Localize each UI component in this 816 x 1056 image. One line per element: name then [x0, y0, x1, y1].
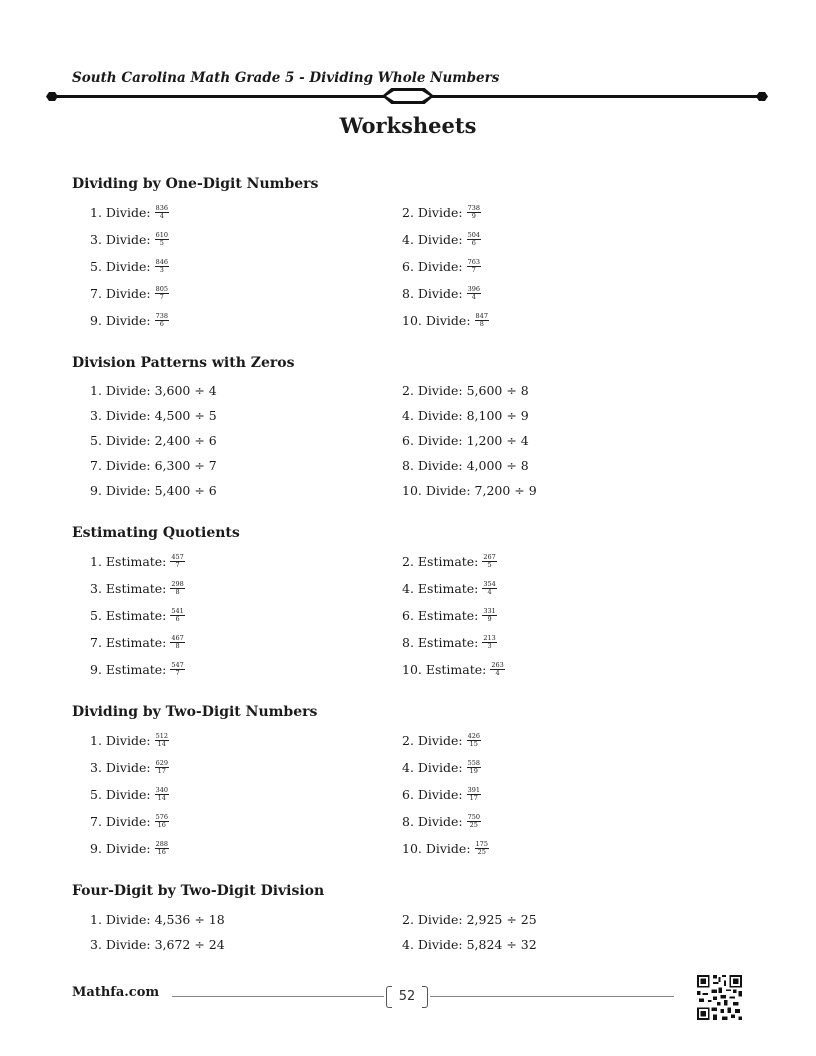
fraction: [155, 841, 169, 856]
fraction-numerator: 738: [467, 204, 481, 212]
problem-label: 7. Divide:: [90, 814, 151, 829]
fraction-denominator: 6: [471, 239, 476, 247]
section-3: [72, 523, 752, 677]
problem-label: 1. Divide: 4,536 ÷ 18: [90, 912, 225, 927]
fraction-numerator: 512: [155, 732, 169, 740]
problem-label: 10. Divide:: [402, 313, 471, 328]
fraction-numerator: 805: [155, 285, 169, 293]
problem-item: [402, 232, 481, 247]
section-2: [72, 353, 752, 498]
fraction-denominator: 19: [469, 767, 478, 775]
fraction-numerator: 263: [491, 661, 504, 669]
problem-label: 10. Divide:: [402, 841, 471, 856]
fraction: [155, 286, 169, 301]
section-1: [72, 174, 752, 328]
problem-item: [402, 814, 481, 829]
fraction-denominator: 9: [471, 212, 476, 220]
problem-item: [402, 841, 489, 856]
problem-item: [402, 760, 481, 775]
fraction-numerator: 298: [171, 580, 184, 588]
problem-item: [90, 912, 225, 927]
fraction-numerator: 836: [155, 204, 169, 212]
fraction-numerator: 847: [475, 312, 488, 320]
problem-label: 6. Divide:: [402, 259, 463, 274]
problem-item: [402, 383, 529, 398]
fraction-numerator: 213: [483, 634, 496, 642]
fraction: [482, 635, 496, 650]
fraction: [467, 787, 481, 802]
problem-item: [402, 483, 537, 498]
fraction-numerator: 547: [171, 661, 184, 669]
problem-item: [402, 608, 497, 623]
fraction: [170, 554, 184, 569]
problem-item: [90, 760, 169, 775]
problem-item: [402, 458, 529, 473]
problem-item: [402, 259, 481, 274]
problem-label: 2. Estimate:: [402, 554, 479, 569]
footer-rule-right: [430, 996, 674, 997]
problem-item: [90, 483, 217, 498]
problem-item: [402, 912, 537, 927]
problem-label: 3. Divide:: [90, 232, 151, 247]
problem-label: 3. Estimate:: [90, 581, 167, 596]
fraction: [170, 608, 184, 623]
problem-item: [402, 313, 489, 328]
fraction-numerator: 331: [483, 607, 496, 615]
footer-rule-left: [172, 996, 384, 997]
problem-item: [90, 787, 169, 802]
fraction-numerator: 391: [467, 786, 481, 794]
problem-label: 9. Divide:: [90, 841, 151, 856]
fraction: [490, 662, 504, 677]
problem-item: [90, 458, 217, 473]
fraction-denominator: 7: [175, 561, 180, 569]
fraction-denominator: 16: [157, 848, 166, 856]
fraction: [467, 232, 481, 247]
fraction-denominator: 6: [175, 615, 180, 623]
problem-item: [402, 733, 481, 748]
problem-item: [402, 286, 481, 301]
problem-label: 9. Estimate:: [90, 662, 167, 677]
problem-label: 1. Divide:: [90, 205, 151, 220]
problem-item: [90, 554, 185, 569]
fraction-denominator: 25: [477, 848, 486, 856]
problem-item: [90, 635, 185, 650]
section-title: Division Patterns with Zeros: [72, 355, 295, 371]
section-5: [72, 881, 752, 952]
fraction-denominator: 17: [157, 767, 166, 775]
problem-label: 3. Divide: 3,672 ÷ 24: [90, 937, 225, 952]
problem-label: 4. Divide: 5,824 ÷ 32: [402, 937, 537, 952]
fraction-numerator: 340: [155, 786, 169, 794]
fraction-denominator: 4: [495, 669, 500, 677]
fraction-numerator: 354: [483, 580, 496, 588]
fraction-denominator: 4: [159, 212, 164, 220]
rule-end-left: [46, 92, 58, 101]
problem-item: [90, 581, 185, 596]
fraction: [155, 259, 169, 274]
problem-item: [90, 232, 169, 247]
problem-label: 2. Divide:: [402, 733, 463, 748]
fraction: [170, 635, 184, 650]
fraction: [467, 205, 481, 220]
problem-label: 8. Divide:: [402, 286, 463, 301]
problem-item: [90, 433, 217, 448]
problem-label: 9. Divide:: [90, 313, 151, 328]
problem-item: [90, 841, 169, 856]
fraction-denominator: 14: [157, 740, 166, 748]
problem-label: 10. Divide: 7,200 ÷ 9: [402, 483, 537, 498]
problem-label: 5. Divide: 2,400 ÷ 6: [90, 433, 217, 448]
fraction: [170, 662, 184, 677]
fraction: [475, 313, 489, 328]
fraction-denominator: 6: [159, 320, 164, 328]
page-number: 52: [386, 986, 428, 1008]
fraction: [482, 581, 496, 596]
problem-label: 5. Divide:: [90, 259, 151, 274]
problem-label: 4. Estimate:: [402, 581, 479, 596]
section-title: Dividing by One-Digit Numbers: [72, 176, 319, 192]
page-title: Worksheets: [339, 113, 477, 138]
fraction-numerator: 396: [467, 285, 481, 293]
rule-center-ornament-inner: [386, 91, 430, 101]
fraction-numerator: 610: [155, 231, 169, 239]
fraction: [155, 733, 169, 748]
fraction-denominator: 8: [175, 588, 180, 596]
fraction-denominator: 5: [159, 239, 164, 247]
problem-label: 8. Divide: 4,000 ÷ 8: [402, 458, 529, 473]
fraction-numerator: 763: [467, 258, 481, 266]
qr-code-icon: [697, 975, 742, 1020]
fraction-denominator: 17: [469, 794, 478, 802]
problem-label: 1. Estimate:: [90, 554, 167, 569]
fraction: [482, 608, 496, 623]
fraction-numerator: 267: [483, 553, 496, 561]
fraction: [467, 814, 481, 829]
problem-label: 9. Divide: 5,400 ÷ 6: [90, 483, 217, 498]
fraction-numerator: 175: [475, 840, 488, 848]
fraction-numerator: 738: [155, 312, 169, 320]
problem-label: 10. Estimate:: [402, 662, 487, 677]
problem-label: 5. Estimate:: [90, 608, 167, 623]
fraction-numerator: 629: [155, 759, 169, 767]
fraction: [155, 232, 169, 247]
fraction-denominator: 7: [175, 669, 180, 677]
problem-item: [402, 937, 537, 952]
fraction-denominator: 16: [157, 821, 166, 829]
fraction: [467, 286, 481, 301]
problem-item: [90, 286, 169, 301]
section-title: Dividing by Two-Digit Numbers: [72, 704, 318, 720]
problem-item: [402, 554, 497, 569]
problem-label: 4. Divide:: [402, 232, 463, 247]
problem-item: [402, 635, 497, 650]
fraction-numerator: 846: [155, 258, 169, 266]
problem-label: 2. Divide: 2,925 ÷ 25: [402, 912, 537, 927]
problem-label: 6. Divide: 1,200 ÷ 4: [402, 433, 529, 448]
problem-item: [90, 608, 185, 623]
problem-label: 6. Estimate:: [402, 608, 479, 623]
fraction-denominator: 3: [487, 642, 492, 650]
fraction: [170, 581, 184, 596]
fraction: [155, 787, 169, 802]
problem-item: [90, 205, 169, 220]
problem-label: 4. Divide:: [402, 760, 463, 775]
fraction: [155, 760, 169, 775]
fraction-numerator: 467: [171, 634, 184, 642]
fraction-denominator: 5: [487, 561, 492, 569]
problem-label: 2. Divide:: [402, 205, 463, 220]
fraction-denominator: 3: [159, 266, 164, 274]
problem-label: 2. Divide: 5,600 ÷ 8: [402, 383, 529, 398]
problem-label: 1. Divide: 3,600 ÷ 4: [90, 383, 217, 398]
fraction: [467, 733, 481, 748]
problem-label: 7. Divide:: [90, 286, 151, 301]
fraction-denominator: 25: [469, 821, 478, 829]
problem-item: [90, 937, 225, 952]
problem-item: [90, 383, 217, 398]
problem-label: 8. Divide:: [402, 814, 463, 829]
fraction-numerator: 750: [467, 813, 481, 821]
section-title: Estimating Quotients: [72, 525, 240, 541]
fraction-numerator: 576: [155, 813, 169, 821]
fraction-numerator: 558: [467, 759, 481, 767]
fraction: [467, 259, 481, 274]
fraction: [475, 841, 489, 856]
fraction-denominator: 7: [159, 293, 164, 301]
problem-label: 4. Divide: 8,100 ÷ 9: [402, 408, 529, 423]
fraction-denominator: 8: [175, 642, 180, 650]
fraction: [155, 313, 169, 328]
problem-label: 3. Divide:: [90, 760, 151, 775]
running-header: South Carolina Math Grade 5 - Dividing Whole Numbers: [72, 70, 500, 86]
problem-label: 1. Divide:: [90, 733, 151, 748]
problem-label: 3. Divide: 4,500 ÷ 5: [90, 408, 217, 423]
footer-brand: Mathfa.com: [72, 985, 160, 1000]
fraction-denominator: 8: [479, 320, 484, 328]
fraction: [467, 760, 481, 775]
fraction-denominator: 15: [469, 740, 478, 748]
fraction-denominator: 7: [471, 266, 476, 274]
problem-label: 7. Divide: 6,300 ÷ 7: [90, 458, 217, 473]
problem-item: [90, 662, 185, 677]
fraction-denominator: 4: [487, 588, 492, 596]
fraction-denominator: 9: [487, 615, 492, 623]
problem-item: [90, 259, 169, 274]
fraction-numerator: 426: [467, 732, 481, 740]
problem-item: [402, 787, 481, 802]
problem-item: [90, 814, 169, 829]
problem-item: [90, 313, 169, 328]
fraction-denominator: 4: [471, 293, 476, 301]
fraction: [482, 554, 496, 569]
fraction-numerator: 457: [171, 553, 184, 561]
fraction-numerator: 541: [171, 607, 184, 615]
problem-item: [402, 581, 497, 596]
problem-item: [402, 408, 529, 423]
problem-label: 8. Estimate:: [402, 635, 479, 650]
rule-end-right: [756, 92, 768, 101]
problem-item: [90, 733, 169, 748]
fraction-numerator: 504: [467, 231, 481, 239]
problem-item: [402, 205, 481, 220]
fraction: [155, 205, 169, 220]
section-title: Four-Digit by Two-Digit Division: [72, 883, 325, 899]
problem-item: [402, 433, 529, 448]
fraction-denominator: 14: [157, 794, 166, 802]
problem-label: 6. Divide:: [402, 787, 463, 802]
problem-label: 5. Divide:: [90, 787, 151, 802]
fraction-numerator: 288: [155, 840, 169, 848]
section-4: [72, 702, 752, 856]
problem-item: [90, 408, 217, 423]
problem-item: [402, 662, 505, 677]
problem-label: 7. Estimate:: [90, 635, 167, 650]
fraction: [155, 814, 169, 829]
